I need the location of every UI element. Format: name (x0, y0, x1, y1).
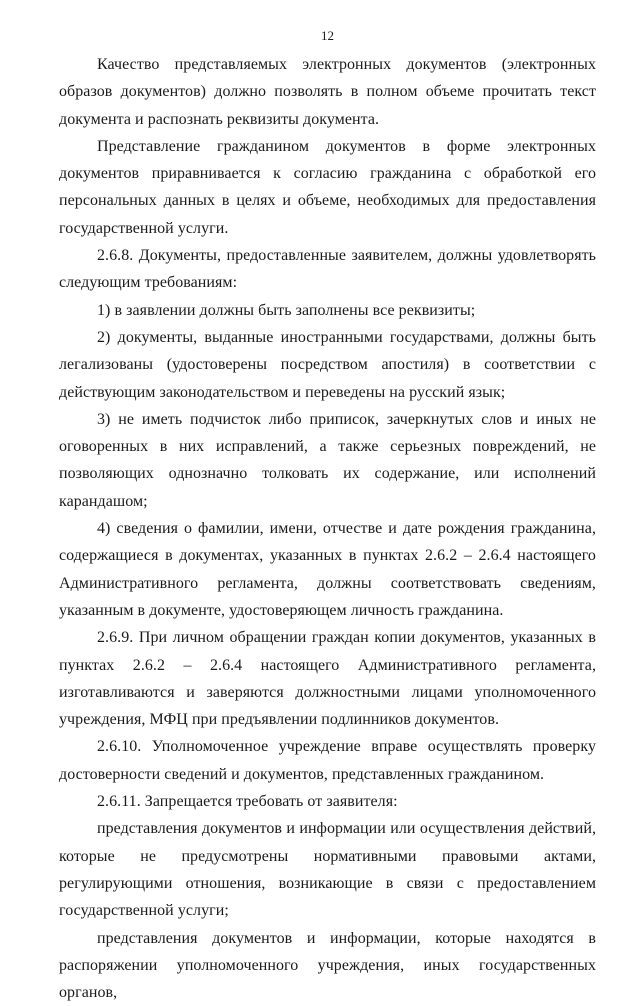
paragraph-2-6-8: 2.6.8. Документы, предоставленные заявителем, должны удовлетворять следующим требованиям: (59, 242, 596, 297)
paragraph-2-6-10: 2.6.10. Уполномоченное учреждение вправе осуществлять проверку достоверности сведений и документов, представленных гражданином. (59, 733, 596, 788)
page-number: 12 (59, 28, 596, 44)
list-item-2: 2) документы, выданные иностранными государствами, должны быть легализованы (удостоверены посредством апостиля) в соответствии с действующим законодательством и переведены на русский язык; (59, 324, 596, 406)
paragraph-electronic-consent: Представление гражданином документов в форме электронных документов приравнивается к согласию гражданина с обработкой его персональных данных в целях и объеме, необходимых для предоставления государственной услуги. (59, 133, 596, 242)
paragraph-2-6-11: 2.6.11. Запрещается требовать от заявителя: (59, 788, 596, 815)
list-item-3: 3) не иметь подчисток либо приписок, зачеркнутых слов и иных не оговоренных в них исправлений, а также серьезных повреждений, не позволяющих однозначно толковать их содержание, или исполнений карандашом; (59, 406, 596, 515)
paragraph-2-6-9: 2.6.9. При личном обращении граждан копии документов, указанных в пунктах 2.6.2 – 2.6.4 настоящего Административного регламента, изготавливаются и заверяются должностными лицами уполномоченного учреждения, МФЦ при предъявлении подлинников документов. (59, 624, 596, 733)
paragraph-electronic-quality: Качество представляемых электронных документов (электронных образов документов) должно позволять в полном объеме прочитать текст документа и распознать реквизиты документа. (59, 51, 596, 133)
list-item-4: 4) сведения о фамилии, имени, отчестве и дате рождения гражданина, содержащиеся в документах, указанных в пунктах 2.6.2 – 2.6.4 настоящего Административного регламента, должны соответствовать сведениям, указанным в документе, удостоверяющем личность гражданина. (59, 515, 596, 624)
prohibition-item-1: представления документов и информации или осуществления действий, которые не предусмотрены нормативными правовыми актами, регулирующими отношения, возникающие в связи с предоставлением государственной услуги; (59, 815, 596, 924)
prohibition-item-2: представления документов и информации, которые находятся в распоряжении уполномоченного учреждения, иных государственных органов, (59, 925, 596, 1006)
list-item-1: 1) в заявлении должны быть заполнены все реквизиты; (59, 297, 596, 324)
document-page (59, 28, 596, 1006)
